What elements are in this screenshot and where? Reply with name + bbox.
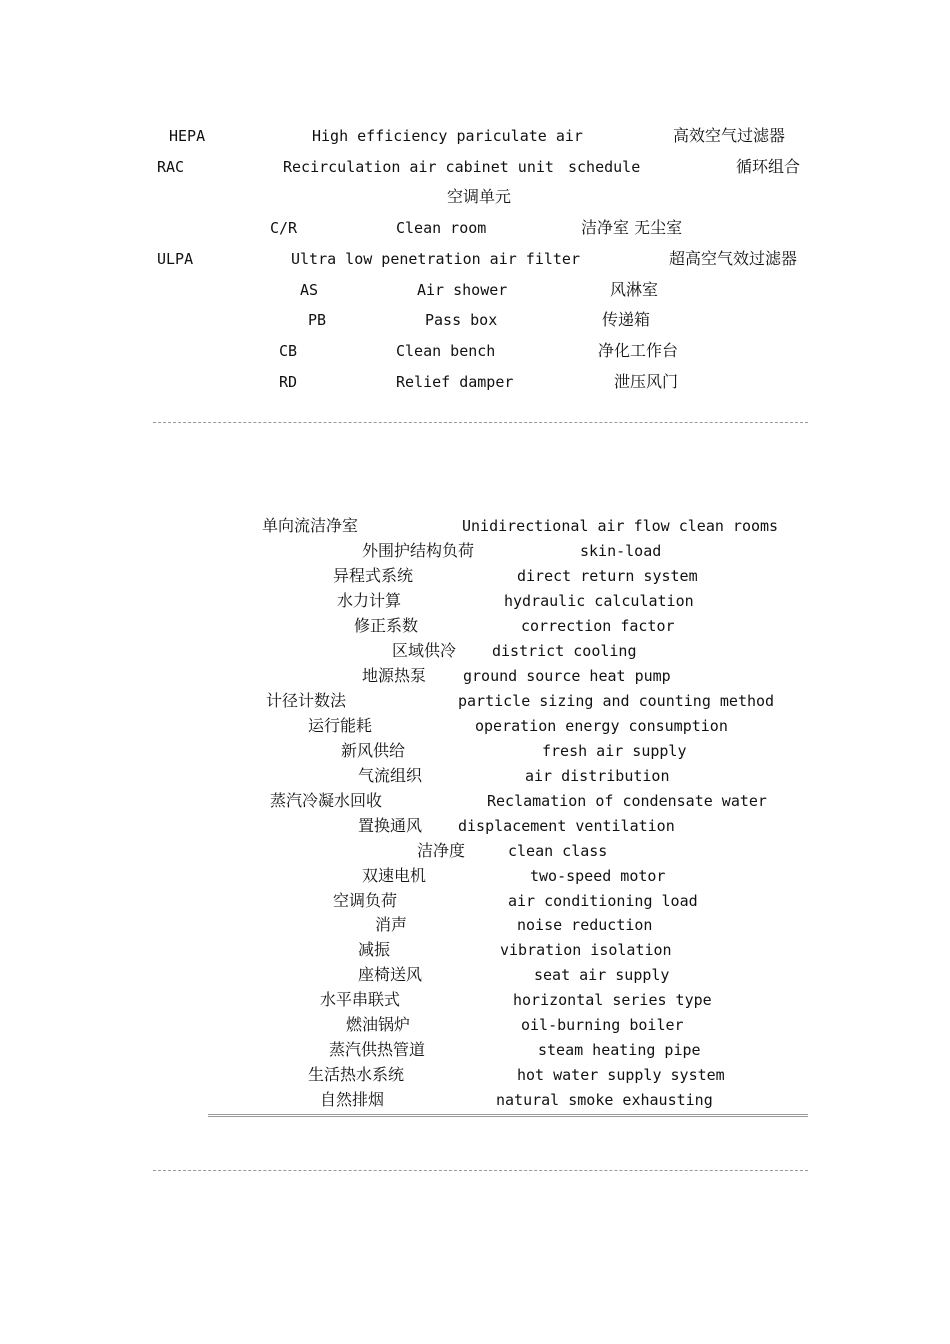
term-zh: 座椅送风 xyxy=(358,965,423,984)
term-en: displacement ventilation xyxy=(458,817,675,835)
term-en: operation energy consumption xyxy=(475,717,728,735)
term-zh: 燃油锅炉 xyxy=(346,1015,411,1034)
term-zh-hepa: 高效空气过滤器 xyxy=(673,126,786,145)
term-zh: 单向流洁净室 xyxy=(262,516,359,535)
term-zh-as: 风淋室 xyxy=(610,280,659,299)
abbr-rac: RAC xyxy=(157,158,185,176)
term-zh-rac: 循环组合 xyxy=(736,157,801,176)
term-en: air conditioning load xyxy=(508,892,698,910)
term-en-cb: Clean bench xyxy=(396,342,496,360)
term-en: two-speed motor xyxy=(530,867,666,885)
term-zh: 生活热水系统 xyxy=(308,1065,405,1084)
term-zh: 区域供冷 xyxy=(392,641,457,660)
term-extra-rac: schedule xyxy=(568,158,641,176)
term-en: noise reduction xyxy=(517,916,653,934)
abbr-rd: RD xyxy=(279,373,298,391)
term-en: direct return system xyxy=(517,567,698,585)
term-zh: 修正系数 xyxy=(354,616,419,635)
section-divider-double xyxy=(208,1114,808,1117)
term-en: hydraulic calculation xyxy=(504,592,694,610)
term-zh: 新风供给 xyxy=(341,741,406,760)
term-zh: 空调负荷 xyxy=(333,891,398,910)
section-divider xyxy=(153,1170,808,1171)
term-zh-cr: 洁净室 无尘室 xyxy=(581,218,683,237)
term-zh: 气流组织 xyxy=(358,766,423,785)
abbr-ulpa: ULPA xyxy=(157,250,194,268)
term-en-rd: Relief damper xyxy=(396,373,514,391)
term-en: oil-burning boiler xyxy=(521,1016,684,1034)
term-en-pb: Pass box xyxy=(425,311,498,329)
term-zh: 蒸汽供热管道 xyxy=(329,1040,426,1059)
term-en: air distribution xyxy=(525,767,670,785)
term-zh: 水平串联式 xyxy=(320,990,401,1009)
term-en: particle sizing and counting method xyxy=(458,692,775,710)
term-en: skin-load xyxy=(580,542,662,560)
term-zh-rac-continued: 空调单元 xyxy=(447,187,512,206)
abbr-hepa: HEPA xyxy=(169,127,206,145)
term-en-as: Air shower xyxy=(417,281,508,299)
abbr-cb: CB xyxy=(279,342,298,360)
term-zh: 洁净度 xyxy=(417,841,466,860)
term-zh: 蒸汽冷凝水回收 xyxy=(270,791,383,810)
term-en-rac: Recirculation air cabinet unit xyxy=(283,158,554,176)
term-zh: 计径计数法 xyxy=(266,691,347,710)
term-en-cr: Clean room xyxy=(396,219,487,237)
term-zh-rd: 泄压风门 xyxy=(614,372,679,391)
term-en: horizontal series type xyxy=(513,991,712,1009)
term-en: fresh air supply xyxy=(542,742,687,760)
term-en: Unidirectional air flow clean rooms xyxy=(462,517,779,535)
term-zh: 水力计算 xyxy=(337,591,402,610)
term-zh: 异程式系统 xyxy=(333,566,414,585)
term-zh: 双速电机 xyxy=(362,866,427,885)
term-zh-ulpa: 超高空气效过滤器 xyxy=(669,249,798,268)
term-en: steam heating pipe xyxy=(538,1041,701,1059)
term-zh-pb: 传递箱 xyxy=(602,310,651,329)
term-en: natural smoke exhausting xyxy=(496,1091,713,1109)
term-zh: 减振 xyxy=(358,940,391,959)
term-zh: 自然排烟 xyxy=(320,1090,385,1109)
term-zh: 消声 xyxy=(375,915,408,934)
section-divider xyxy=(153,422,808,423)
term-en: district cooling xyxy=(492,642,637,660)
abbr-as: AS xyxy=(300,281,319,299)
term-en: vibration isolation xyxy=(500,941,672,959)
term-zh: 置换通风 xyxy=(358,816,423,835)
term-en-hepa: High efficiency pariculate air xyxy=(312,127,583,145)
term-en: Reclamation of condensate water xyxy=(487,792,767,810)
term-en: clean class xyxy=(508,842,608,860)
term-zh: 地源热泵 xyxy=(362,666,427,685)
abbr-pb: PB xyxy=(308,311,327,329)
term-en: seat air supply xyxy=(534,966,670,984)
abbr-cr: C/R xyxy=(270,219,298,237)
term-en: ground source heat pump xyxy=(463,667,671,685)
term-zh-cb: 净化工作台 xyxy=(598,341,679,360)
term-en-ulpa: Ultra low penetration air filter xyxy=(291,250,580,268)
term-zh: 运行能耗 xyxy=(308,716,373,735)
term-en: correction factor xyxy=(521,617,675,635)
term-zh: 外围护结构负荷 xyxy=(362,541,475,560)
term-en: hot water supply system xyxy=(517,1066,725,1084)
